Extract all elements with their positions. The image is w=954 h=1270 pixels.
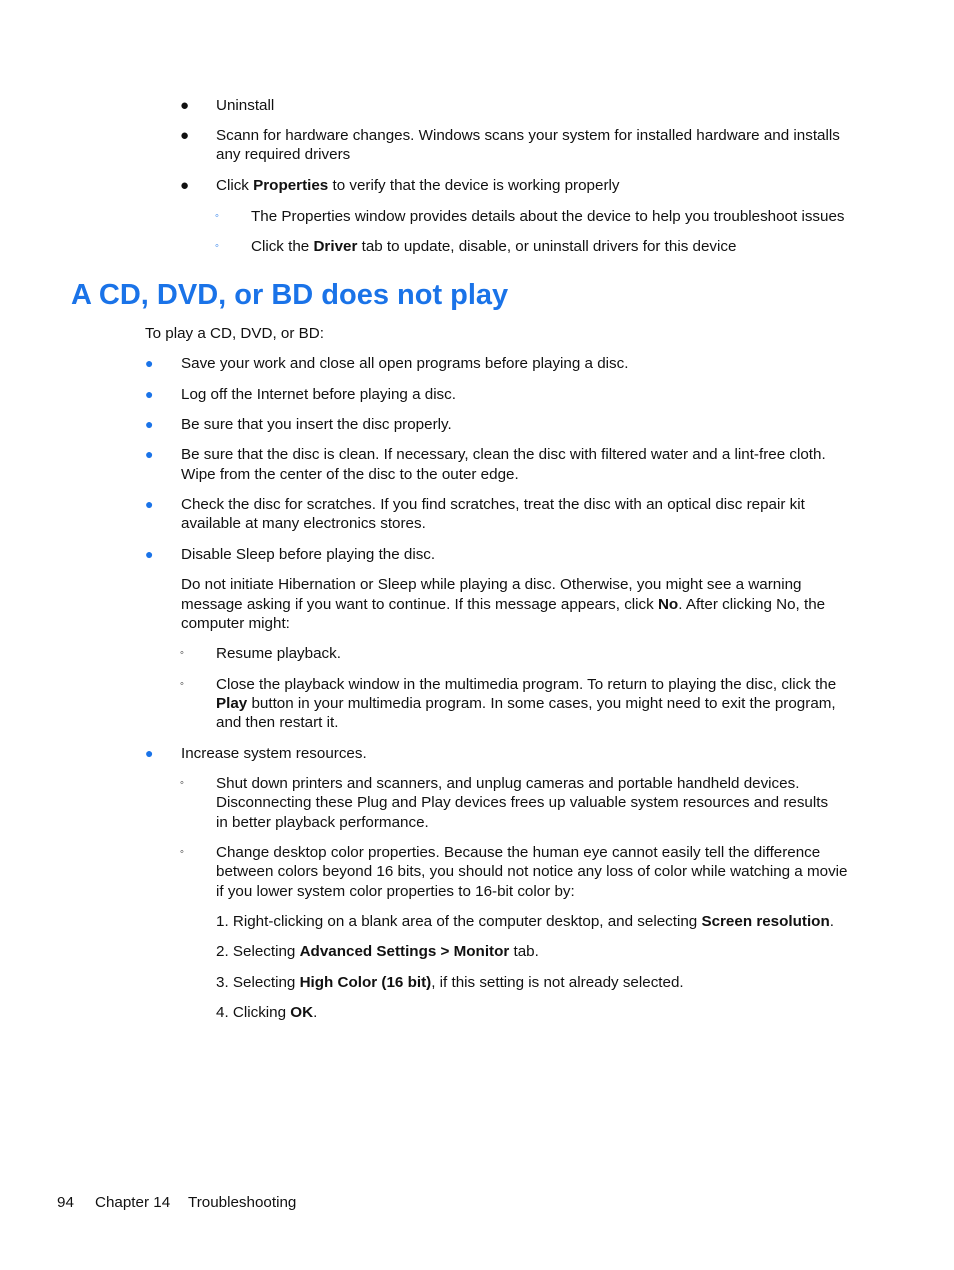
list-item-log-off: Log off the Internet before playing a disc. (181, 386, 456, 403)
paragraph-hibernation-line2: message asking if you want to continue. If this message appears, click No. After clicking No, the (181, 596, 826, 613)
sub-item-shut-down-line1: Shut down printers and scanners, and unplug cameras and portable handheld devices. (216, 775, 800, 792)
list-item-insert-disc: Be sure that you insert the disc properly. (181, 416, 452, 433)
footer-chapter: Chapter 14 (95, 1194, 171, 1211)
ring-bullet-icon: ◦ (215, 210, 219, 222)
sub-item-shut-down-line2: Disconnecting these Plug and Play devices frees up valuable system resources and results (216, 794, 829, 811)
sub-item-shut-down-line3: in better playback performance. (216, 814, 429, 831)
ring-bullet-icon: ◦ (180, 647, 184, 659)
paragraph-hibernation-line3: computer might: (181, 615, 290, 632)
blue-bullet-icon: ● (145, 496, 154, 512)
list-item-clean-disc-line2: Wipe from the center of the disc to the outer edge. (181, 466, 519, 483)
paragraph-hibernation-line1: Do not initiate Hibernation or Sleep while playing a disc. Otherwise, you might see a warning (181, 576, 802, 593)
ring-bullet-icon: ◦ (180, 846, 184, 858)
blue-bullet-icon: ● (145, 416, 154, 432)
list-item-properties: Click Properties to verify that the device is working properly (216, 177, 620, 194)
sub-item-driver-tab: Click the Driver tab to update, disable, or uninstall drivers for this device (251, 238, 737, 255)
blue-bullet-icon: ● (145, 446, 154, 462)
blue-bullet-icon: ● (145, 745, 154, 761)
list-item-increase-resources: Increase system resources. (181, 745, 367, 762)
blue-bullet-icon: ● (145, 546, 154, 562)
sub-item-color-line2: between colors beyond 16 bits, you should not notice any loss of color while watching a movie (216, 863, 848, 880)
bullet-icon: ● (180, 127, 190, 144)
step-1: 1. Right-clicking on a blank area of the computer desktop, and selecting Screen resolution. (216, 913, 834, 930)
intro-text: To play a CD, DVD, or BD: (145, 325, 324, 342)
list-item-scan-line1: Scann for hardware changes. Windows scans your system for installed hardware and installs (216, 127, 840, 144)
list-item-scratches-line2: available at many electronics stores. (181, 515, 426, 532)
sub-item-resume: Resume playback. (216, 645, 341, 662)
step-2: 2. Selecting Advanced Settings > Monitor tab. (216, 943, 539, 960)
blue-bullet-icon: ● (145, 355, 154, 371)
footer-chapter-title: Troubleshooting (188, 1194, 297, 1211)
bullet-icon: ● (180, 177, 190, 194)
list-item-disable-sleep: Disable Sleep before playing the disc. (181, 546, 436, 563)
sub-item-color-line3: if you lower system color properties to 16-bit color by: (216, 883, 575, 900)
sub-item-close-window-line3: and then restart it. (216, 714, 339, 731)
list-item-scan-line2: any required drivers (216, 146, 351, 163)
blue-bullet-icon: ● (145, 386, 154, 402)
ring-bullet-icon: ◦ (180, 777, 184, 789)
page-number: 94 (57, 1194, 74, 1211)
list-item-scratches-line1: Check the disc for scratches. If you find scratches, treat the disc with an optical disc repair kit (181, 496, 805, 513)
list-item-uninstall: Uninstall (216, 97, 275, 114)
section-heading: A CD, DVD, or BD does not play (71, 279, 509, 311)
sub-item-close-window-line2: Play button in your multimedia program. In some cases, you might need to exit the program, (216, 695, 836, 712)
sub-item-close-window-line1: Close the playback window in the multimedia program. To return to playing the disc, click the (216, 676, 837, 693)
ring-bullet-icon: ◦ (180, 678, 184, 690)
sub-item-properties-window: The Properties window provides details about the device to help you troubleshoot issues (251, 208, 845, 225)
sub-item-color-line1: Change desktop color properties. Because the human eye cannot easily tell the difference (216, 844, 821, 861)
list-item-save-work: Save your work and close all open programs before playing a disc. (181, 355, 629, 372)
bullet-icon: ● (180, 97, 190, 114)
step-3: 3. Selecting High Color (16 bit), if this setting is not already selected. (216, 974, 684, 991)
ring-bullet-icon: ◦ (215, 240, 219, 252)
list-item-clean-disc-line1: Be sure that the disc is clean. If necessary, clean the disc with filtered water and a lint-free cloth. (181, 446, 826, 463)
step-4: 4. Clicking OK. (216, 1004, 318, 1021)
